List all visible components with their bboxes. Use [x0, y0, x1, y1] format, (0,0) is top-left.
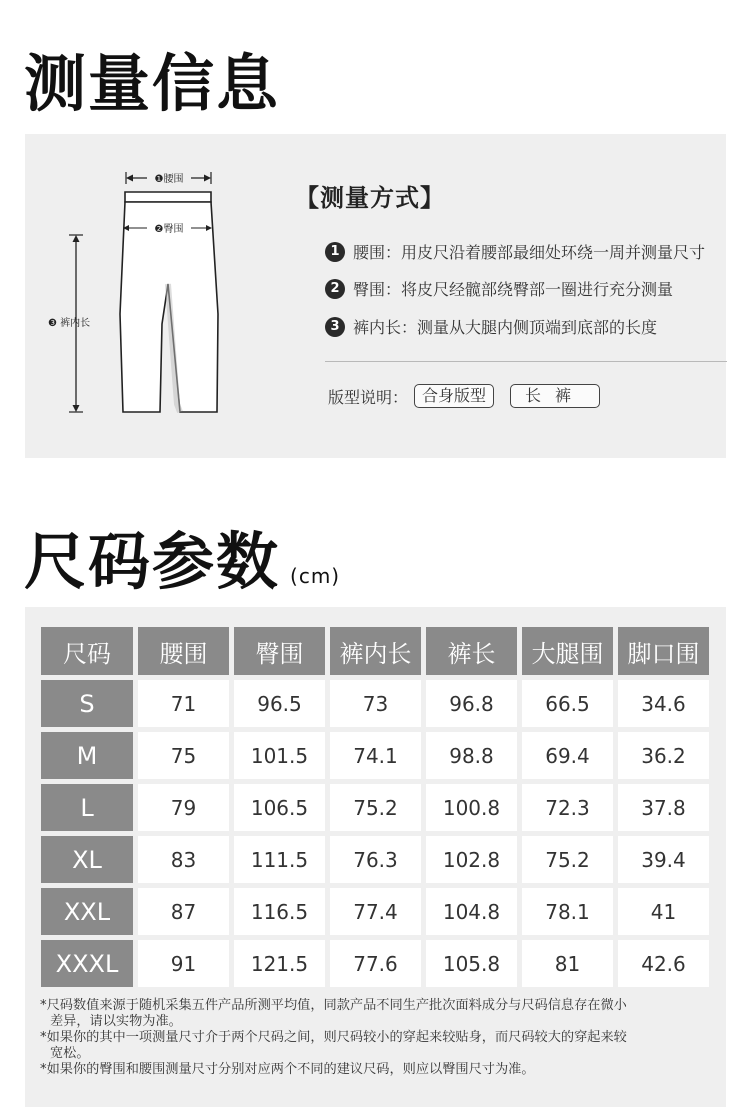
table-header-cell: 大腿围 — [522, 627, 613, 675]
table-cell: 100.8 — [426, 784, 517, 831]
table-cell: 91 — [138, 940, 229, 987]
table-header-cell: 裤内长 — [330, 627, 421, 675]
note-line: *如果你的臀围和腰围测量尺寸分别对应两个不同的建议尺码，则应以臀围尺寸为准。 — [40, 1062, 535, 1077]
fit-description — [328, 384, 600, 408]
pants-diagram — [25, 134, 295, 458]
table-cell: 79 — [138, 784, 229, 831]
number-badge-1: 1 — [325, 242, 345, 262]
section-title-size — [24, 512, 340, 601]
table-cell: 116.5 — [234, 888, 325, 935]
note-line: *如果你的其中一项测量尺寸介于两个尺码之间，则尺码较小的穿起来较贴身，而尺码较大的穿起来较 — [40, 1030, 627, 1045]
method-heading: 【测量方式】 — [295, 184, 445, 212]
table-cell: 96.5 — [234, 680, 325, 727]
measurement-panel — [25, 134, 726, 458]
table-cell: 87 — [138, 888, 229, 935]
number-badge-3: 3 — [325, 317, 345, 337]
table-cell: 36.2 — [618, 732, 709, 779]
method-item-text: 臀围：将皮尺经髋部绕臀部一圈进行充分测量 — [353, 280, 674, 299]
table-cell: 121.5 — [234, 940, 325, 987]
method-item-text: 裤内长：测量从大腿内侧顶端到底部的长度 — [353, 318, 658, 337]
measurement-info — [295, 134, 725, 458]
note-item — [40, 998, 720, 1030]
inseam-label: ❸ 裤内长 — [48, 318, 91, 329]
table-cell: 39.4 — [618, 836, 709, 883]
table-cell: 75 — [138, 732, 229, 779]
table-header-cell: 裤长 — [426, 627, 517, 675]
table-cell: 69.4 — [522, 732, 613, 779]
table-cell: 81 — [522, 940, 613, 987]
table-cell: 37.8 — [618, 784, 709, 831]
size-label-cell: L — [41, 784, 133, 831]
waistband — [125, 192, 211, 202]
note-item — [40, 1062, 720, 1078]
table-header-cell: 臀围 — [234, 627, 325, 675]
size-label-cell: XL — [41, 836, 133, 883]
table-cell: 105.8 — [426, 940, 517, 987]
table-cell: 96.8 — [426, 680, 517, 727]
table-cell: 106.5 — [234, 784, 325, 831]
method-item-inseam — [325, 315, 657, 338]
size-title-text: 尺码参数 — [24, 525, 281, 598]
table-cell: 83 — [138, 836, 229, 883]
table-cell: 72.3 — [522, 784, 613, 831]
waist-label: ❶腰围 — [154, 174, 184, 185]
table-cell: 75.2 — [330, 784, 421, 831]
note-line: 宽松。 — [50, 1046, 90, 1061]
length-tag: 长裤 — [510, 384, 600, 408]
table-cell: 66.5 — [522, 680, 613, 727]
unit-label: (cm) — [290, 564, 341, 588]
table-cell: 101.5 — [234, 732, 325, 779]
size-label-cell: S — [41, 680, 133, 727]
fit-label: 版型说明： — [328, 387, 409, 407]
pants-illustration — [25, 134, 295, 458]
method-item-waist — [325, 240, 705, 263]
hip-label: ❷臀围 — [154, 224, 184, 235]
note-line: 差异，请以实物为准。 — [50, 1014, 182, 1029]
method-item-text: 腰围：用皮尺沿着腰部最细处环绕一周并测量尺寸 — [353, 243, 706, 262]
table-cell: 77.6 — [330, 940, 421, 987]
table-cell: 74.1 — [330, 732, 421, 779]
size-label-cell: M — [41, 732, 133, 779]
table-cell: 75.2 — [522, 836, 613, 883]
divider — [325, 361, 727, 362]
table-header-cell: 尺码 — [41, 627, 133, 675]
notes — [40, 998, 720, 1078]
table-cell: 34.6 — [618, 680, 709, 727]
table-cell: 104.8 — [426, 888, 517, 935]
table-header-cell: 脚口围 — [618, 627, 709, 675]
table-cell: 98.8 — [426, 732, 517, 779]
table-cell: 41 — [618, 888, 709, 935]
table-cell: 77.4 — [330, 888, 421, 935]
section-title-measurement: 测量信息 — [24, 47, 281, 120]
table-cell: 111.5 — [234, 836, 325, 883]
table-cell: 102.8 — [426, 836, 517, 883]
number-badge-2: 2 — [325, 279, 345, 299]
table-cell: 71 — [138, 680, 229, 727]
table-cell: 73 — [330, 680, 421, 727]
table-cell: 78.1 — [522, 888, 613, 935]
size-label-cell: XXL — [41, 888, 133, 935]
size-label-cell: XXXL — [41, 940, 133, 987]
note-line: *尺码数值来源于随机采集五件产品所测平均值，同款产品不同生产批次面料成分与尺码信息存在微小 — [40, 998, 627, 1013]
method-item-hip — [325, 277, 673, 300]
table-header-cell: 腰围 — [138, 627, 229, 675]
note-item — [40, 1030, 720, 1062]
table-cell: 76.3 — [330, 836, 421, 883]
table-cell: 42.6 — [618, 940, 709, 987]
fit-tag: 合身版型 — [414, 384, 494, 408]
